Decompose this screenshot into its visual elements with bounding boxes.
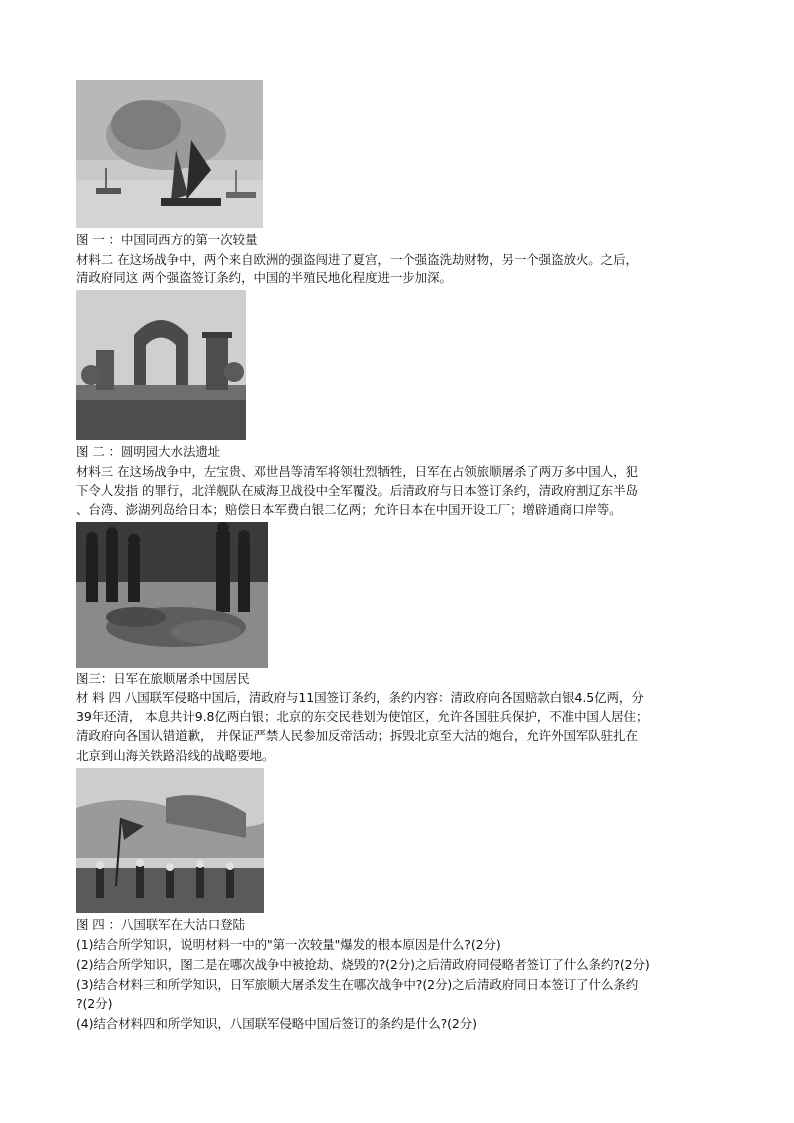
material-4-line-2: 39年还清， 本息共计9.8亿两白银；北京的东交民巷划为使馆区，允许各国驻兵保护，不准中国人居住； <box>76 709 649 724</box>
material-2-line-1: 材料二 在这场战争中，两个来自欧洲的强盗闯进了夏宫，一个强盗洗劫财物，另一个强盗放火。之后， <box>76 252 638 267</box>
figure-2-ruins-image <box>76 290 246 440</box>
material-3-line-2: 下令人发指 的罪行，北洋舰队在威海卫战役中全军覆没。后清政府与日本签订条约，清政府割辽东半岛 <box>76 483 638 498</box>
figure-3-massacre-image <box>76 522 268 668</box>
question-3-line-2: ?(2分) <box>76 996 113 1011</box>
figure-3-caption: 图三：日军在旅顺屠杀中国居民 <box>76 671 250 686</box>
material-4-line-3: 清政府向各国认错道歉， 并保证严禁人民参加反帝活动；拆毁北京至大沽的炮台，允许外国军队驻扎在 <box>76 728 638 743</box>
question-3-line-1: (3)结合材料三和所学知识，日军旅顺大屠杀发生在哪次战争中?(2分)之后清政府同日本签订了什么条约 <box>76 977 639 992</box>
material-3-line-1: 材料三 在这场战争中，左宝贵、邓世昌等清军将领壮烈牺牲，日军在占领旅顺屠杀了两万多中国人，犯 <box>76 464 638 479</box>
figure-4-landing-image <box>76 768 264 913</box>
figure-4-caption: 图 四 ：八国联军在大沽口登陆 <box>76 917 245 932</box>
material-4-line-4: 北京到山海关铁路沿线的战略要地。 <box>76 748 275 763</box>
material-2-line-2: 清政府同这 两个强盗签订条约，中国的半殖民地化程度进一步加深。 <box>76 270 452 285</box>
material-4-line-1: 材 料 四 八国联军侵略中国后，清政府与11国签订条约，条约内容：清政府向各国赔款白银4.5亿两，分 <box>76 690 644 705</box>
question-1: (1)结合所学知识，说明材料一中的"第一次较量"爆发的根本原因是什么?(2分) <box>76 937 501 952</box>
figure-1-caption: 图 一 ：中国同西方的第一次较量 <box>76 232 258 247</box>
figure-1-naval-battle-image <box>76 80 263 228</box>
question-2: (2)结合所学知识，图二是在哪次战争中被抢劫、烧毁的?(2分)之后清政府同侵略者签订了什么条约?(2分) <box>76 957 650 972</box>
material-3-line-3: 、台湾、澎湖列岛给日本；赔偿日本军费白银二亿两；允许日本在中国开设工厂；增辟通商口岸等。 <box>76 502 622 517</box>
figure-2-caption: 图 二 ：圆明园大水法遗址 <box>76 444 221 459</box>
question-4: (4)结合材料四和所学知识，八国联军侵略中国后签订的条约是什么?(2分) <box>76 1016 477 1031</box>
